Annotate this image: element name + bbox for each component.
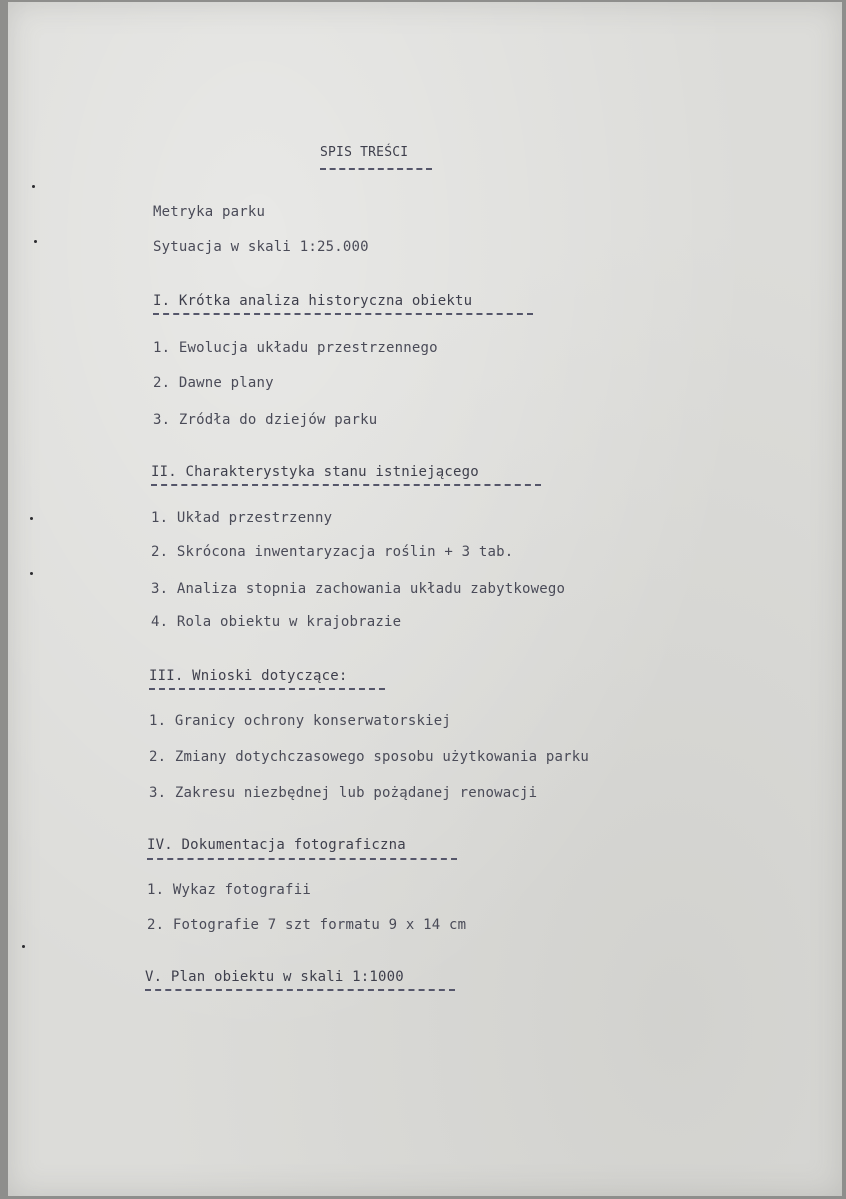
section-underline-1 (153, 313, 533, 315)
section-heading-5: V. Plan obiektu w skali 1:1000 (145, 969, 404, 985)
speck (22, 945, 25, 948)
section-heading-1: I. Krótka analiza historyczna obiektu (153, 293, 473, 309)
speck (34, 240, 37, 243)
toc-item: 2. Skrócona inwentaryzacja roślin + 3 tab. (151, 544, 514, 560)
section-underline-3 (149, 688, 385, 690)
toc-item: 2. Fotografie 7 szt formatu 9 x 14 cm (147, 917, 467, 933)
toc-item: 3. Zródła do dziejów parku (153, 412, 378, 428)
toc-sytuacja: Sytuacja w skali 1:25.000 (153, 239, 369, 255)
toc-item: 1. Wykaz fotografii (147, 882, 311, 898)
speck (32, 185, 35, 188)
section-underline-2 (151, 484, 541, 486)
document-page (8, 2, 842, 1196)
speck (30, 517, 33, 520)
toc-item: 1. Układ przestrzenny (151, 510, 333, 526)
section-underline-5 (145, 989, 455, 991)
toc-item: 2. Dawne plany (153, 375, 274, 391)
toc-item: 1. Granicy ochrony konserwatorskiej (149, 713, 452, 729)
toc-item: 2. Zmiany dotychczasowego sposobu użytkowania parku (149, 749, 590, 765)
toc-item: 3. Analiza stopnia zachowania układu zabytkowego (151, 581, 566, 597)
section-underline-4 (147, 858, 457, 860)
toc-metryka: Metryka parku (153, 204, 266, 220)
toc-item: 3. Zakresu niezbędnej lub pożądanej renowacji (149, 785, 538, 801)
toc-item: 4. Rola obiektu w krajobrazie (151, 614, 402, 630)
speck (30, 572, 33, 575)
section-heading-2: II. Charakterystyka stanu istniejącego (151, 464, 479, 480)
toc-item: 1. Ewolucja układu przestrzennego (153, 340, 438, 356)
section-heading-3: III. Wnioski dotyczące: (149, 668, 348, 684)
title-underline (320, 168, 432, 170)
page-title: SPIS TREŚCI (320, 145, 409, 160)
section-heading-4: IV. Dokumentacja fotograficzna (147, 837, 406, 853)
